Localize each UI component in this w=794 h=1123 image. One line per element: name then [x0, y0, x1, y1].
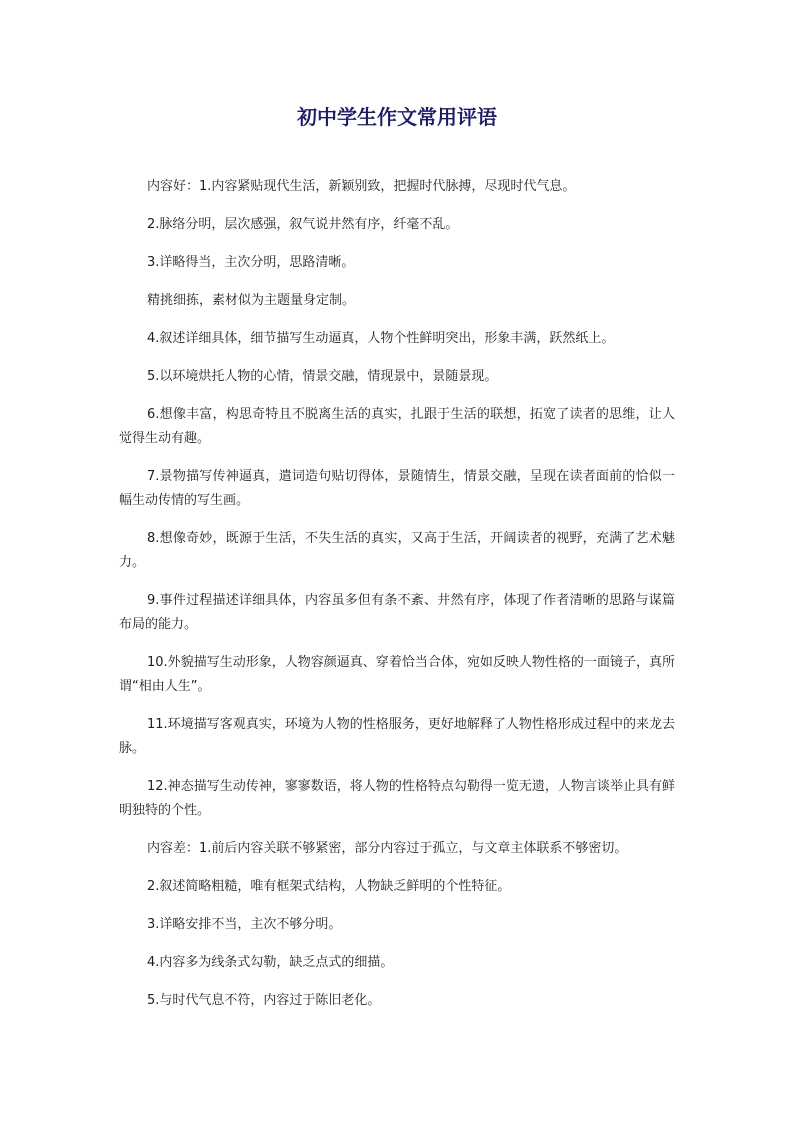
paragraph: 12.神态描写生动传神，寥寥数语，将人物的性格特点勾勒得一览无遗，人物言谈举止具有鲜明独特的个性。	[119, 779, 675, 818]
paragraph: 3.详略得当，主次分明，思路清晰。	[147, 255, 355, 270]
paragraph: 2.叙述简略粗糙，唯有框架式结构，人物缺乏鲜明的个性特征。	[147, 879, 511, 894]
paragraph: 精挑细拣，素材似为主题量身定制。	[147, 293, 356, 308]
paragraph: 内容差：1.前后内容关联不够紧密，部分内容过于孤立，与文章主体联系不够密切。	[147, 841, 628, 856]
paragraph: 8.想像奇妙，既源于生活，不失生活的真实，又高于生活，开阔读者的视野，充满了艺术魅力。	[119, 531, 675, 570]
document-body	[119, 175, 675, 1027]
paragraph: 10.外貌描写生动形象，人物容颜逼真、穿着恰当合体，宛如反映人物性格的一面镜子，真所谓“相由人生”。	[119, 655, 675, 694]
paragraph: 7.景物描写传神逼真，遣词造句贴切得体，景随情生，情景交融，呈现在读者面前的恰似一幅生动传情的写生画。	[119, 469, 675, 508]
paragraph: 5.与时代气息不符，内容过于陈旧老化。	[147, 993, 381, 1008]
paragraph: 内容好：1.内容紧贴现代生活，新颖别致，把握时代脉搏，尽现时代气息。	[147, 179, 576, 194]
paragraph: 11.环境描写客观真实，环境为人物的性格服务，更好地解释了人物性格形成过程中的来龙去脉。	[119, 717, 675, 756]
paragraph: 4.内容多为线条式勾勒，缺乏点式的细描。	[147, 955, 394, 970]
paragraph: 4.叙述详细具体，细节描写生动逼真，人物个性鲜明突出，形象丰满，跃然纸上。	[147, 331, 615, 346]
paragraph: 9.事件过程描述详细具体，内容虽多但有条不紊、井然有序，体现了作者清晰的思路与谋篇布局的能力。	[119, 593, 675, 632]
paragraph: 6.想像丰富，构思奇特且不脱离生活的真实，扎跟于生活的联想，拓宽了读者的思维，让人觉得生动有趣。	[119, 407, 675, 446]
paragraph: 5.以环境烘托人物的心情，情景交融，情现景中，景随景现。	[147, 369, 498, 384]
paragraph: 3.详略安排不当，主次不够分明。	[147, 917, 342, 932]
document-title: 初中学生作文常用评语	[297, 105, 497, 129]
paragraph: 2.脉络分明，层次感强，叙气说井然有序，纤毫不乱。	[147, 217, 459, 232]
